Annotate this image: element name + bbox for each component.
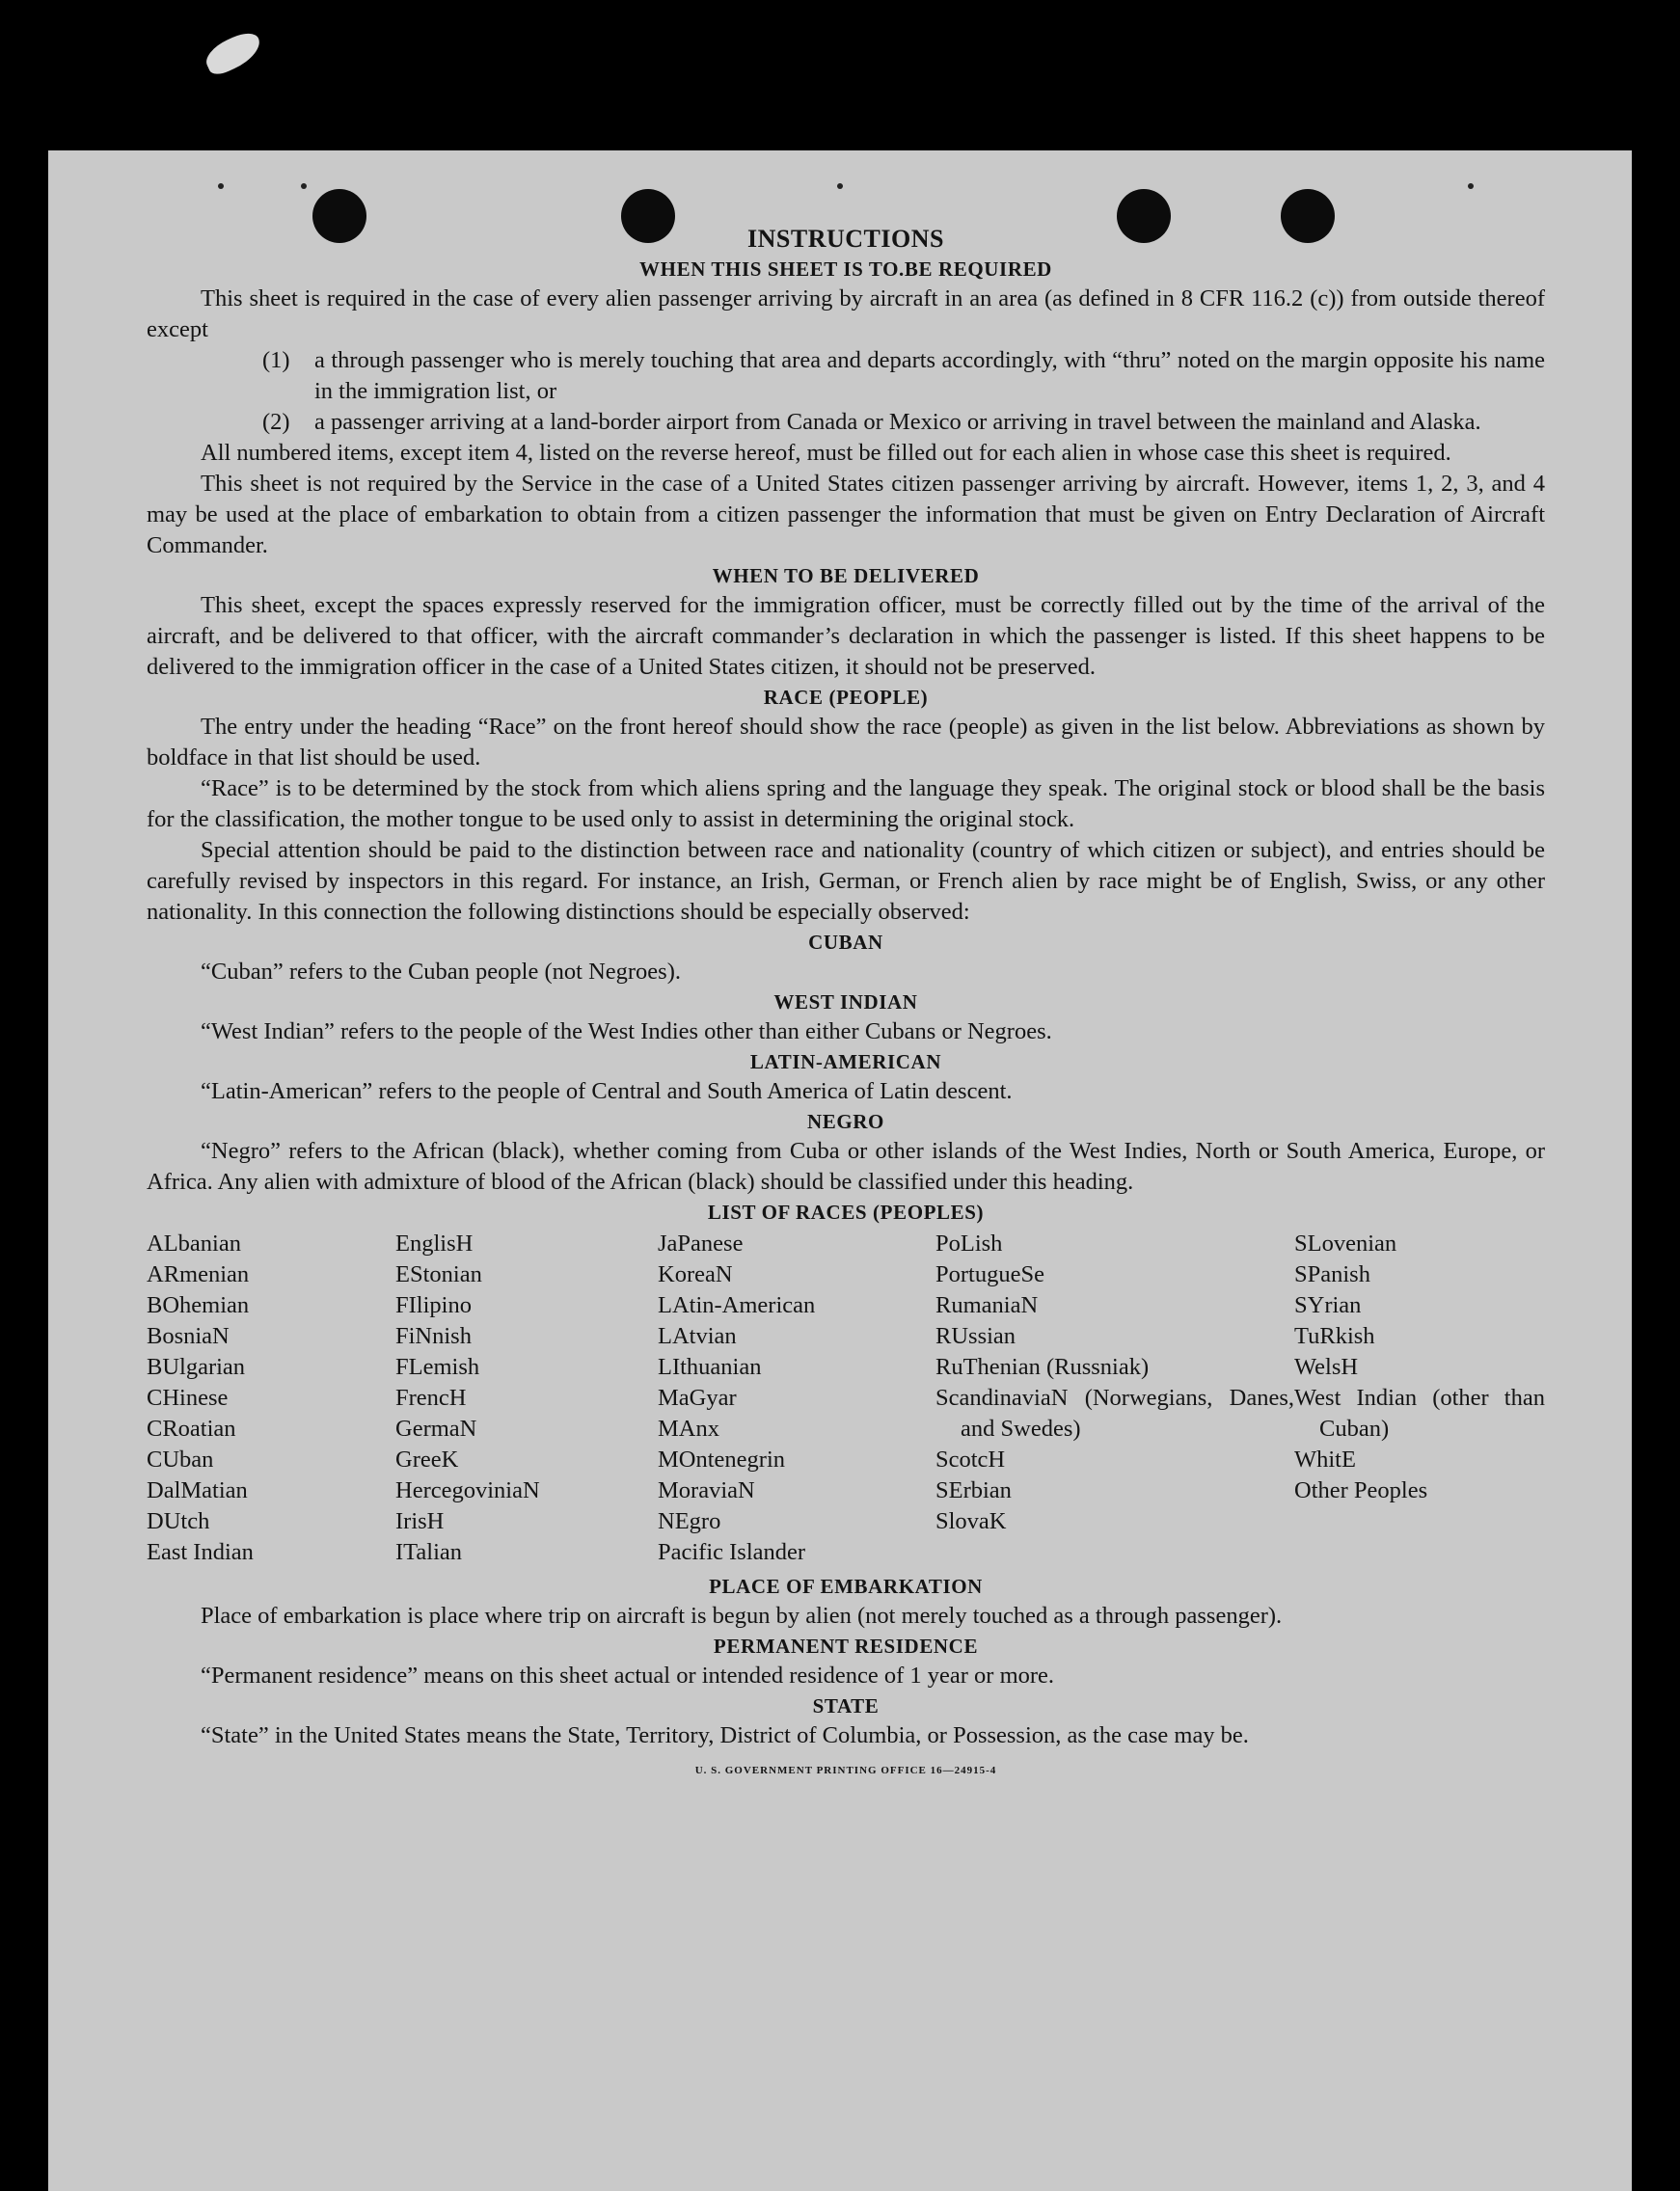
race-entry: CRoatian — [147, 1416, 236, 1442]
race-entry: SPanish — [1294, 1261, 1370, 1287]
section-heading-required: WHEN THIS SHEET IS TO.BE REQUIRED — [639, 257, 1052, 281]
section-heading-delivered: WHEN TO BE DELIVERED — [712, 564, 980, 587]
section-heading-state: STATE — [812, 1694, 880, 1718]
race-entry: EStonian — [395, 1261, 482, 1287]
race-entry: WhitE — [1294, 1447, 1356, 1473]
race-entry: DUtch — [147, 1508, 210, 1534]
paragraph: “State” in the United States means the State, Territory, District of Columbia, or Possession, as the case may be. — [201, 1722, 1249, 1748]
race-entry: KoreaN — [658, 1261, 733, 1287]
speck-dot — [1468, 183, 1474, 189]
race-entry: SLovenian — [1294, 1231, 1397, 1257]
section-heading-race: RACE (PEOPLE) — [763, 686, 929, 709]
race-entry: PoLish — [935, 1231, 1003, 1257]
paragraph: “Latin-American” refers to the people of Central and South America of Latin descent. — [201, 1078, 1013, 1104]
race-entry: SYrian — [1294, 1292, 1362, 1318]
race-entry: FLemish — [395, 1354, 480, 1380]
section-heading-west-indian: WEST INDIAN — [773, 990, 918, 1014]
item-number: (1) — [262, 347, 290, 373]
races-column — [658, 1229, 935, 1568]
item-number: (2) — [262, 409, 290, 435]
paragraph: “West Indian” refers to the people of the West Indies other than either Cubans or Negroes. — [201, 1018, 1052, 1044]
race-entry: DalMatian — [147, 1477, 248, 1503]
race-entry: LIthuanian — [658, 1354, 762, 1380]
paragraph: Place of embarkation is place where trip on aircraft is begun by alien (not merely touched as a through passenger). — [201, 1603, 1283, 1629]
race-entry: LAtvian — [658, 1323, 737, 1349]
paragraph: The entry under the heading “Race” on the front hereof should show the race (people) as given in the list below. Abbreviations as shown by boldface in that list should be used. — [147, 714, 1545, 771]
race-entry: SlovaK — [935, 1508, 1007, 1534]
race-entry: RumaniaN — [935, 1292, 1039, 1318]
paragraph: This sheet, except the spaces expressly reserved for the immigration officer, must be correctly filled out by the time of the arrival of the aircraft, and be delivered to that officer, with the aircraft commander’s declaration in which the passenger is listed. If this sheet happens to be delivered to the immigration officer in the case of a United States citizen, it should not be preserved. — [147, 592, 1545, 680]
section-heading-races-list: LIST OF RACES (PEOPLES) — [707, 1201, 985, 1224]
races-column — [147, 1229, 395, 1568]
races-column — [395, 1229, 658, 1568]
printing-office-footer: U. S. GOVERNMENT PRINTING OFFICE 16—24915-4 — [694, 1765, 997, 1776]
race-entry: East Indian — [147, 1539, 254, 1565]
paragraph: All numbered items, except item 4, listed on the reverse hereof, must be filled out for each alien in whose case this sheet is required. — [201, 440, 1451, 466]
race-entry: LAtin-American — [658, 1292, 816, 1318]
race-entry: EnglisH — [395, 1231, 474, 1257]
paragraph: This sheet is not required by the Service in the case of a United States citizen passenger arriving by aircraft. However, items 1, 2, 3, and 4 may be used at the place of embarkation to obtain from a citizen passenger the information that must be given on Entry Declaration of Aircraft Commander. — [147, 471, 1545, 558]
page-title: INSTRUCTIONS — [747, 225, 944, 253]
race-entry: BosniaN — [147, 1323, 230, 1349]
race-entry: MAnx — [658, 1416, 719, 1442]
race-entry: FrencH — [395, 1385, 467, 1411]
section-heading-residence: PERMANENT RESIDENCE — [713, 1635, 979, 1658]
section-heading-negro: NEGRO — [806, 1110, 884, 1133]
paragraph: “Negro” refers to the African (black), whether coming from Cuba or other islands of the West Indies, North or South America, Europe, or Africa. Any alien with admixture of blood of the African (black) should be classified under this heading. — [147, 1138, 1545, 1195]
race-entry: TuRkish — [1294, 1323, 1375, 1349]
race-entry: ITalian — [395, 1539, 463, 1565]
race-entry: ARmenian — [147, 1261, 250, 1287]
race-entry: West Indian (other than Cuban) — [1294, 1385, 1545, 1442]
race-entry: BUlgarian — [147, 1354, 246, 1380]
race-entry: BOhemian — [147, 1292, 250, 1318]
exception-item — [147, 345, 1545, 407]
instructions-content — [147, 224, 1545, 1776]
race-entry: FiNnish — [395, 1323, 472, 1349]
paragraph: “Race” is to be determined by the stock from which aliens spring and the language they speak. The original stock or blood shall be the basis for the classification, the mother tongue to be used only to assist in determining the original stock. — [147, 775, 1545, 832]
race-entry: CHinese — [147, 1385, 229, 1411]
race-entry: IrisH — [395, 1508, 445, 1534]
race-entry: PortugueSe — [935, 1261, 1044, 1287]
paragraph: “Cuban” refers to the Cuban people (not Negroes). — [201, 959, 681, 985]
races-list — [147, 1229, 1545, 1568]
paragraph: Special attention should be paid to the distinction between race and nationality (country of which citizen or subject), and entries should be carefully revised by inspectors in this regard. For instance, an Irish, German, or French alien by race might be of English, Swiss, or any other nationality. In this connection the following distinctions should be especially observed: — [147, 837, 1545, 925]
section-heading-latin-american: LATIN-AMERICAN — [749, 1050, 942, 1073]
race-entry: Pacific Islander — [658, 1539, 806, 1565]
race-entry: MaGyar — [658, 1385, 737, 1411]
race-entry: ALbanian — [147, 1231, 241, 1257]
race-entry: HercegoviniaN — [395, 1477, 540, 1503]
race-entry: Other Peoples — [1294, 1477, 1428, 1503]
race-entry: NEgro — [658, 1508, 721, 1534]
race-entry: GermaN — [395, 1416, 477, 1442]
item-text: a passenger arriving at a land-border airport from Canada or Mexico or arriving in travel between the mainland and Alaska. — [314, 409, 1481, 435]
item-text: a through passenger who is merely touching that area and departs accordingly, with “thru” noted on the margin opposite his name in the immigration list, or — [314, 347, 1545, 404]
race-entry: SErbian — [935, 1477, 1012, 1503]
document-page — [48, 150, 1632, 2191]
race-entry: MoraviaN — [658, 1477, 755, 1503]
paragraph: “Permanent residence” means on this sheet actual or intended residence of 1 year or more. — [201, 1663, 1055, 1689]
speck-dot — [837, 183, 843, 189]
race-entry: RUssian — [935, 1323, 1016, 1349]
race-entry: GreeK — [395, 1447, 459, 1473]
paragraph: This sheet is required in the case of every alien passenger arriving by aircraft in an area (as defined in 8 CFR 116.2 (c)) from outside thereof except — [147, 285, 1545, 342]
races-column — [1294, 1229, 1545, 1568]
races-column — [935, 1229, 1294, 1568]
film-speck — [201, 28, 265, 79]
race-entry: WelsH — [1294, 1354, 1359, 1380]
speck-dot — [218, 183, 224, 189]
race-entry: JaPanese — [658, 1231, 744, 1257]
speck-dot — [301, 183, 307, 189]
race-entry: FIlipino — [395, 1292, 472, 1318]
section-heading-embarkation: PLACE OF EMBARKATION — [709, 1575, 983, 1598]
race-entry: MOntenegrin — [658, 1447, 785, 1473]
race-entry: ScandinaviaN (Norwegians, Danes, and Swedes) — [935, 1385, 1294, 1442]
exception-item — [147, 407, 1545, 438]
race-entry: ScotcH — [935, 1447, 1006, 1473]
section-heading-cuban: CUBAN — [808, 931, 883, 954]
race-entry: CUban — [147, 1447, 214, 1473]
race-entry: RuThenian (Russniak) — [935, 1354, 1150, 1380]
